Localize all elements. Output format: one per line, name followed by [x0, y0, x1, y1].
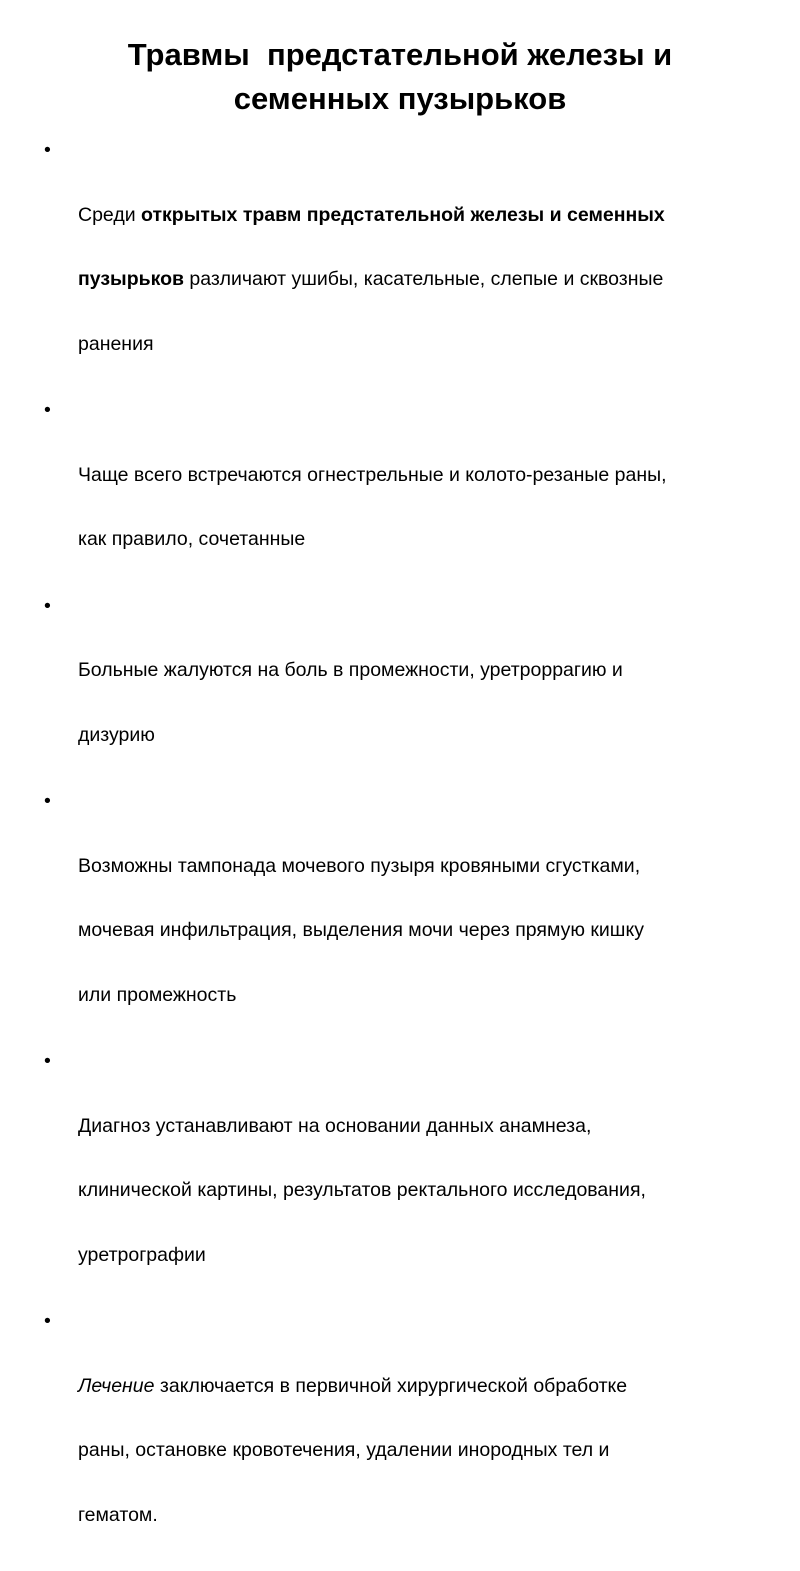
bullet-3-line-1: Больные жалуются на боль в промежности, уретроррагию и — [78, 659, 623, 681]
bullet-1-text-plain-2: различают ушибы, касательные, слепые и сквозные — [184, 268, 664, 290]
bullet-4-line-1: Возможны тампонада мочевого пузыря кровяными сгустками, — [78, 854, 641, 877]
bullet-item-6 — [44, 1311, 764, 1569]
slide-title-line-2: семенных пузырьков — [233, 81, 567, 116]
bullet-5-line-2: клинической картины, результатов ректального исследования, — [78, 1179, 646, 1201]
bullet-list — [44, 140, 764, 1571]
bullet-2-line-1: Чаще всего встречаются огнестрельные и колото-резаные раны, — [78, 463, 667, 486]
bullet-6-line-1 — [78, 1376, 764, 1398]
bullet-6-line-3: гематом. — [78, 1503, 158, 1526]
slide-title-line-1: Травмы предстательной железы и — [127, 37, 673, 72]
bullet-2-line-2: как правило, сочетанные — [78, 528, 306, 550]
bullet-1-text-bold-2: пузырьков — [78, 268, 185, 290]
bullet-5-line-3: уретрографии — [78, 1243, 206, 1266]
bullet-1-line-1 — [78, 205, 764, 227]
bullet-marker: • — [44, 1050, 51, 1072]
bullet-4-line-2: мочевая инфильтрация, выделения мочи через прямую кишку — [78, 919, 644, 941]
bullet-marker: • — [44, 399, 51, 421]
slide-title — [60, 33, 740, 121]
bullet-4-line-3: или промежность — [78, 983, 237, 1006]
bullet-item-5 — [44, 1051, 764, 1309]
bullet-marker: • — [44, 790, 51, 812]
bullet-marker: • — [44, 1310, 51, 1332]
bullet-item-2 — [44, 400, 764, 594]
bullet-item-1 — [44, 140, 764, 398]
bullet-5-line-1: Диагноз устанавливают на основании данных анамнеза, — [78, 1114, 592, 1137]
bullet-item-3 — [44, 596, 764, 790]
bullet-1-line-3: ранения — [78, 332, 154, 355]
bullet-marker: • — [44, 594, 51, 617]
bullet-marker: • — [44, 139, 51, 161]
bullet-3-line-2: дизурию — [78, 723, 155, 746]
bullet-1-text-plain: Среди — [78, 203, 142, 226]
bullet-6-text-italic: Лечение — [78, 1374, 155, 1397]
bullet-item-4 — [44, 791, 764, 1049]
bullet-6-text-plain: заключается в первичной хирургической обработке — [154, 1374, 628, 1397]
bullet-1-line-2 — [78, 269, 764, 291]
bullet-6-line-2: раны, остановке кровотечения, удалении инородных тел и — [78, 1439, 610, 1461]
bullet-1-text-bold: открытых травм предстательной железы и семенных — [141, 203, 665, 226]
